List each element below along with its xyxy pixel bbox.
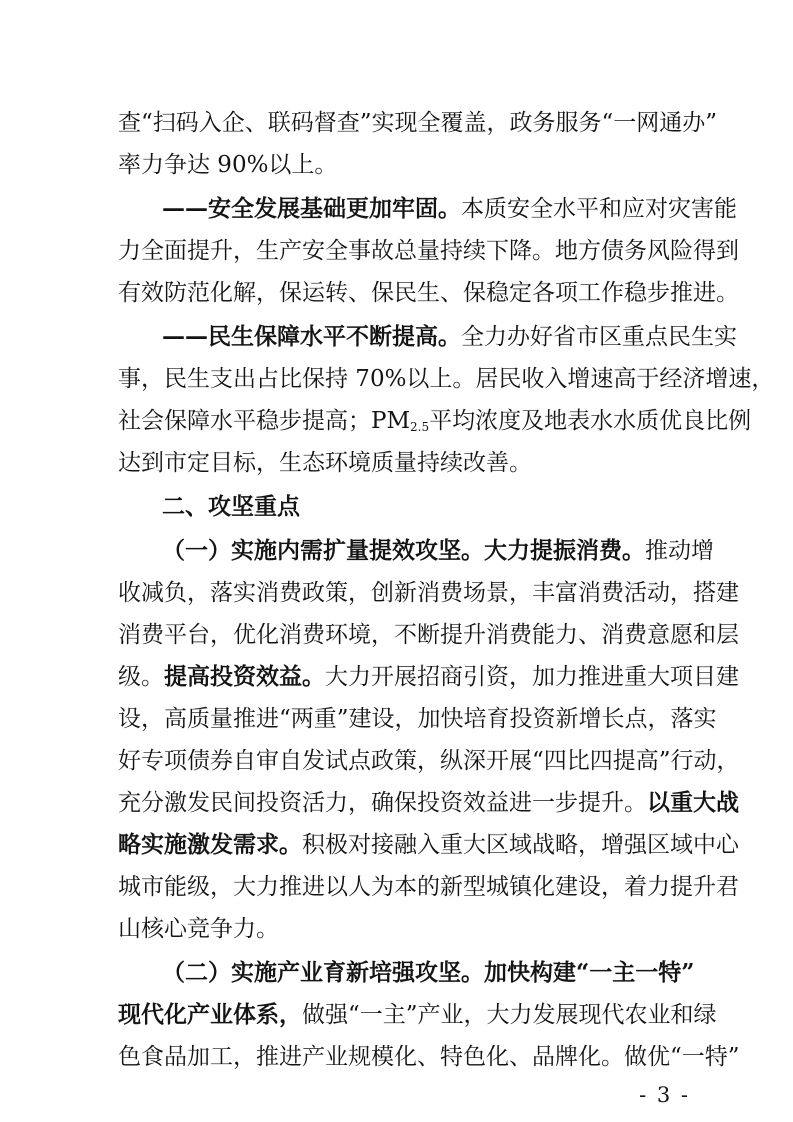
text-line: 查“扫码入企、联码督查”实现全覆盖，政务服务“一网通办” [118,110,718,136]
text-line: 色食品加工，推进产业规模化、特色化、品牌化。做优“一特” [118,1044,740,1070]
bold-heading: ——安全发展基础更加牢固。 [162,195,461,222]
text-line: 事，民生支出占比保持 70%以上。居民收入增速高于经济增速， [118,366,775,392]
text-line: 力全面提升，生产安全事故总量持续下降。地方债务风险得到 [118,238,739,264]
text-line: （一）实施内需扩量提效攻坚。大力提振消费。推动增 [162,537,714,564]
text-line: 社会保障水平稳步提高；$PM_{2.5}$平均浓度及地表水水质优良比例 [118,408,752,434]
text-line: 城市能级，大力推进以人为本的新型城镇化建设，着力提升君 [118,874,739,900]
text-line: 有效防范化解，保运转、保民生、保稳定各项工作稳步推进。 [118,280,739,306]
text-line: 率力争达 90%以上。 [118,152,338,178]
text-line: 达到市定目标，生态环境质量持续改善。 [118,450,532,476]
bold-heading: （二）实施产业育新培强攻坚。加快构建“一主一特” [162,959,695,986]
text-line: 略实施激发需求。积极对接融入重大区域战略，增强区域中心 [118,831,739,858]
bold-heading: 以重大战 [647,789,739,816]
bold-heading: 现代化产业体系， [118,1001,302,1028]
section-heading: 二、攻坚重点 [162,493,300,520]
text-line: 级。提高投资效益。大力开展招商引资，加力推进重大项目建 [118,663,739,690]
text-line: ——民生保障水平不断提高。全力办好省市区重点民生实 [162,323,737,350]
pm-subscript: 2.5 [410,420,430,434]
page-number: - 3 - [639,1083,690,1107]
bold-heading: 提高投资效益。 [164,663,325,690]
text-line: 消费平台，优化消费环境，不断提升消费能力、消费意愿和层 [118,622,739,648]
text-line: 收减负，落实消费政策，创新消费场景，丰富消费活动，搭建 [118,580,739,606]
text-line [162,953,695,993]
text-line: 设，高质量推进“两重”建设，加快培育投资新增长点，落实 [118,706,717,732]
text-line: 充分激发民间投资活力，确保投资效益进一步提升。以重大战 [118,789,739,816]
bold-heading: 略实施激发需求。 [118,831,302,858]
text-line: 现代化产业体系，做强“一主”产业，大力发展现代农业和绿 [118,1001,717,1028]
text-line: 山核心竞争力。 [118,916,279,942]
bold-heading: （一）实施内需扩量提效攻坚。大力提振消费。 [162,537,645,564]
text-line: ——安全发展基础更加牢固。本质安全水平和应对灾害能 [162,195,737,222]
text-line: 好专项债券自审自发试点政策，纵深开展“四比四提高”行动， [118,748,740,774]
bold-heading: ——民生保障水平不断提高。 [162,323,461,350]
